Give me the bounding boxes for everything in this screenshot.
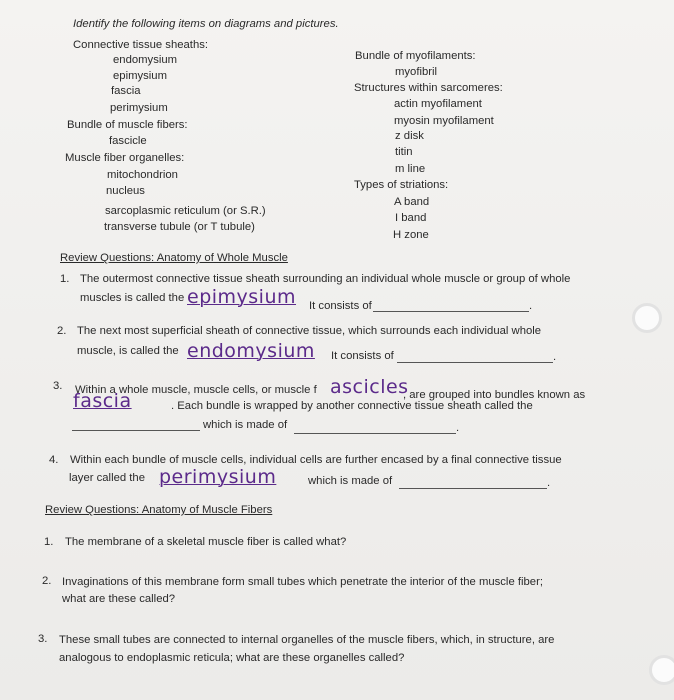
s2-q2-number: 2. — [42, 575, 52, 587]
q3-line1b: , are grouped into bundles known as — [403, 389, 586, 401]
q2-handwritten-answer: endomysium — [187, 340, 315, 362]
item-fascia: fascia — [111, 85, 141, 97]
q1-number: 1. — [60, 273, 70, 285]
s2-q3-line2: analogous to endoplasmic reticula; what are these organelles called? — [59, 652, 405, 664]
s2-q2-line1: Invaginations of this membrane form small tubes which penetrate the interior of the muscle fiber; — [62, 576, 543, 588]
page-title: Identify the following items on diagrams and pictures. — [73, 18, 339, 30]
bundle-heading: Bundle of muscle fibers: — [67, 119, 188, 131]
q3-number: 3. — [53, 380, 63, 392]
item-fascicle: fascicle — [109, 135, 147, 147]
striations-heading: Types of striations: — [354, 179, 449, 191]
item-mline: m line — [395, 163, 426, 175]
item-endomysium: endomysium — [113, 54, 178, 66]
item-mitochondrion: mitochondrion — [107, 169, 178, 181]
section-heading-muscle-fibers: Review Questions: Anatomy of Muscle Fibers — [45, 504, 273, 516]
q4-answer-blank[interactable] — [399, 488, 547, 489]
item-sr: sarcoplasmic reticulum (or S.R.) — [105, 205, 266, 217]
q3-handwritten-answer1: ascicles — [330, 376, 409, 398]
q1-handwritten-answer: epimysium — [187, 286, 297, 308]
item-ttubule: transverse tubule (or T tubule) — [104, 221, 255, 233]
sarcomere-heading: Structures within sarcomeres: — [354, 82, 503, 94]
s2-q1-line1: The membrane of a skeletal muscle fiber is called what? — [65, 536, 347, 548]
item-aband: A band — [394, 196, 430, 208]
q4-end: . — [547, 477, 551, 489]
s2-q1-number: 1. — [44, 536, 54, 548]
item-actin: actin myofilament — [394, 98, 482, 110]
myofilaments-heading: Bundle of myofilaments: — [355, 50, 476, 62]
item-myosin: myosin myofilament — [394, 115, 494, 127]
q1-line2a: muscles is called the — [80, 292, 185, 304]
item-titin: titin — [395, 146, 413, 158]
q1-line2b: It consists of — [309, 300, 372, 312]
q4-number: 4. — [49, 454, 59, 466]
item-myofibril: myofibril — [395, 66, 438, 78]
q4-handwritten-answer: perimysium — [159, 466, 277, 488]
item-iband: I band — [395, 212, 427, 224]
connective-heading: Connective tissue sheaths: — [73, 39, 209, 51]
q4-line2a: layer called the — [69, 472, 145, 484]
q2-line1: The next most superficial sheath of connective tissue, which surrounds each individual whole — [77, 325, 542, 337]
q2-end: . — [553, 351, 557, 363]
q4-line1: Within each bundle of muscle cells, individual cells are further encased by a final connective tissue — [70, 454, 562, 466]
binder-hole-bottom — [649, 655, 674, 685]
item-nucleus: nucleus — [106, 185, 145, 197]
section-heading-whole-muscle: Review Questions: Anatomy of Whole Muscle — [60, 252, 288, 264]
q1-end: . — [529, 300, 533, 312]
item-perimysium: perimysium — [110, 102, 168, 114]
q3-made-of-blank[interactable] — [294, 433, 456, 434]
q1-answer-blank[interactable] — [373, 311, 529, 312]
q1-line1: The outermost connective tissue sheath surrounding an individual whole muscle or group of whole — [80, 273, 571, 285]
q3-line1a: Within a whole muscle, muscle cells, or muscle f — [75, 384, 317, 396]
q3-line3: which is made of — [203, 419, 288, 431]
q3-handwritten-answer2: fascia — [73, 390, 132, 412]
q3-line2: . Each bundle is wrapped by another connective tissue sheath called the — [171, 400, 533, 412]
q3-sheath-blank[interactable] — [72, 430, 200, 431]
s2-q3-line1: These small tubes are connected to internal organelles of the muscle fibers, which, in structure, are — [59, 634, 555, 646]
q2-number: 2. — [57, 325, 67, 337]
item-epimysium: epimysium — [113, 70, 167, 82]
q2-line2b: It consists of — [331, 350, 394, 362]
binder-hole-top — [632, 303, 662, 333]
organelles-heading: Muscle fiber organelles: — [65, 152, 185, 164]
q3-end: . — [456, 422, 460, 434]
q2-answer-blank[interactable] — [397, 362, 553, 363]
q2-line2a: muscle, is called the — [77, 345, 179, 357]
q4-line2b: which is made of — [308, 475, 393, 487]
item-hzone: H zone — [393, 229, 429, 241]
item-zdisk: z disk — [395, 130, 424, 142]
s2-q3-number: 3. — [38, 633, 48, 645]
s2-q2-line2: what are these called? — [62, 593, 176, 605]
